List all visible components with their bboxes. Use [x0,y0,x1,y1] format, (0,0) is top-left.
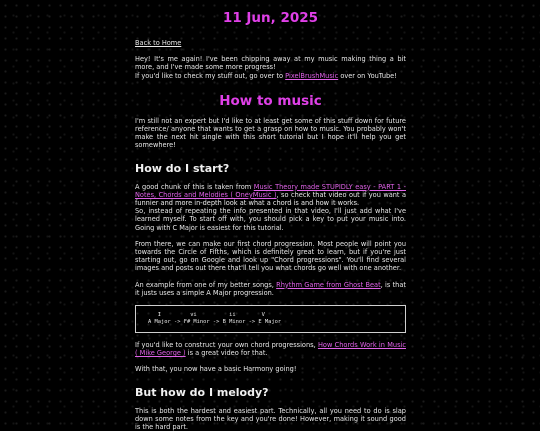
oneymusic-text-after: , so check that video out if you want a funnier and more in-depth look at what a chord is and how it works. [135,190,406,208]
example-text-after: , is that it justs uses a simple A Major progression. [135,280,406,297]
section-heading-melody: But how do I melody? [135,385,269,399]
example-song-paragraph [135,281,406,297]
intro-text-3: over on YouTube! [338,71,397,80]
mike-george-video-link[interactable]: How Chords Work in Music ( Mike George ) [135,341,406,358]
example-text-before: An example from one of my better songs, [135,280,277,289]
melody-paragraph: This is both the hardest and easiest part. Technically, all you need to do is slap down some notes from the key and you're done! However, making it sound good is the hard part. [135,406,406,431]
back-link-row [135,39,406,47]
blog-post [135,0,406,431]
rhythm-game-link[interactable]: Rhythm Game from Ghost Beat [276,280,381,289]
oneymusic-text-before: A good chunk of this is taken from [135,182,254,191]
intro-text-2: If you'd like to check my stuff out, go over to [135,71,286,80]
oneymusic-paragraph [135,183,406,232]
intro-text-1: Hey! It's me again! I've been chipping away at my music making thing a bit more, and I've made some more progress! [135,55,406,72]
chord-numerals-line: I vi ii V [148,312,265,319]
key-choice-text: So, instead of repeating the info presented in that video, I'll just add what I've learned myself. To start off with, you should pick a key to put your music into. Going with C Major is easiest for this tutorial. [135,207,406,232]
construct-text-after: is a great video for that. [185,349,268,358]
oneymusic-video-link[interactable]: Music Theory made STUPIDLY easy - PART 1 - Notes, Chords and Melodies ( OneyMusic ) [135,182,406,199]
intro-body-paragraph: I'm still not an expert but I'd like to at least get some of this stuff down for future reference/ anyone that wants to get a grasp on how to music. You probably won't make the next hit single with this short tutorial but I hope it'll help you get somewhere! [135,116,406,150]
harmony-paragraph: With that, you now have a basic Harmony going! [135,365,297,374]
construct-text-before: If you'd like to construct your own chord progressions, [135,341,318,350]
section-heading-start: How do I start? [135,161,230,175]
intro-paragraph [135,55,406,80]
chord-progression-code-block [135,305,406,333]
post-date: 11 Jun, 2025 [222,10,319,26]
chord-progression-paragraph: From there, we can make our first chord progression. Most people will point you towards the Circle of Fifths, which is definitely great to learn, but if you're just starting out, go on Google and look up "Chord progressions". You'll find several images and posts out there that'll tell you what chords go well with one another. [135,239,406,273]
chord-names-line: A Major -> F# Minor -> B Minor -> E Major [148,319,282,326]
construct-chords-paragraph [135,341,406,357]
pixelbrushmusic-link[interactable]: PixelBrushMusic [285,71,339,80]
back-to-home-link[interactable]: Back to Home [135,39,182,47]
post-title: How to music [219,92,322,109]
